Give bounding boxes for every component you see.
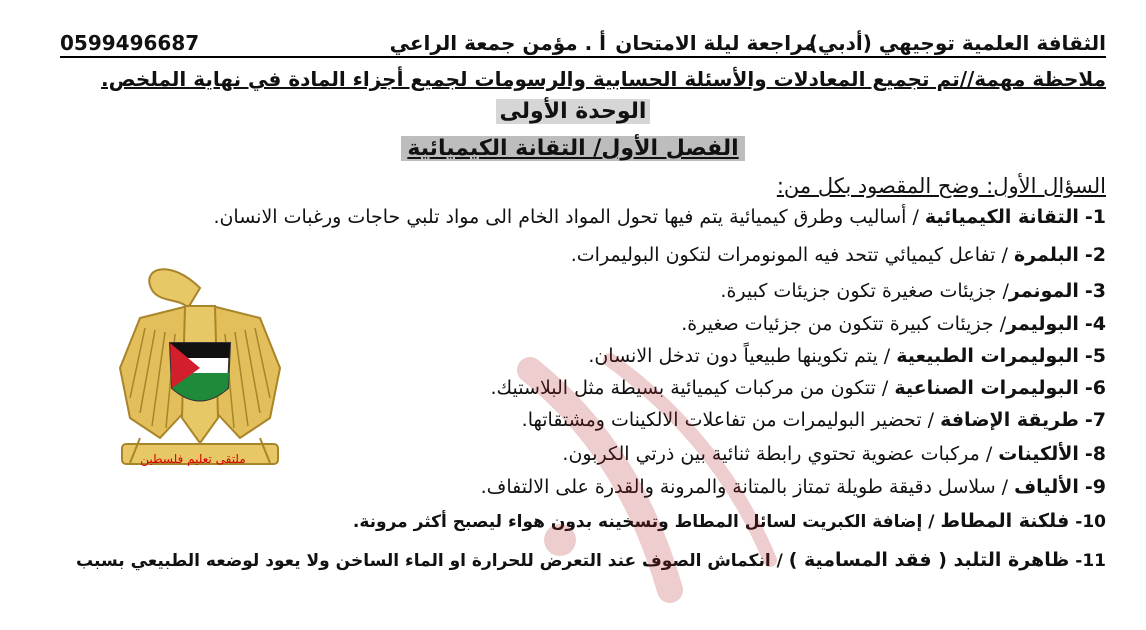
teacher-name: أ . مؤمن جمعة الراعي: [389, 31, 606, 55]
forum-label: ملتقى تعليم فلسطين: [140, 452, 246, 466]
list-item: 11-ظاهرة التلبد ( فقد المسامية ) / انكماش الصوف عند التعرض للحرارة او الماء الساخن ولا يعود لوضعه الطبيعي بسبب: [76, 549, 1106, 571]
subject-title: الثقافة العلمية توجيهي (أدبي): [808, 31, 1106, 55]
list-item: 3-المونمر/ جزيئات صغيرة تكون جزيئات كبيرة.: [720, 280, 1106, 302]
list-item: 2-البلمرة / تفاعل كيميائي تتحد فيه المونومرات لتكون البوليمرات.: [570, 244, 1106, 266]
list-item: 4-البوليمر/ جزيئات كبيرة تتكون من جزئيات صغيرة.: [681, 313, 1106, 335]
review-title: مراجعة ليلة الامتحان: [615, 31, 816, 55]
unit-title-text: الوحدة الأولى: [496, 99, 651, 124]
list-item: 8-الألكينات / مركبات عضوية تحتوي رابطة ثنائية بين ذرتي الكربون.: [562, 443, 1106, 465]
list-item: 7-طريقة الإضافة / تحضير البوليمرات من تفاعلات الالكينات ومشتقاتها.: [521, 409, 1106, 431]
list-item: 9-الألياف / سلاسل دقيقة طويلة تمتاز بالمتانة والمرونة والقدرة على الالتفاف.: [480, 476, 1106, 498]
teacher-phone: 0599496687: [60, 31, 200, 55]
chapter-title-text: الفصل الأول/ التقانة الكيميائية: [401, 136, 744, 161]
unit-title: [0, 97, 1146, 127]
list-item: 5-البوليمرات الطبيعية / يتم تكوينها طبيعياً دون تدخل الانسان.: [588, 345, 1106, 367]
list-item: 6-البوليمرات الصناعية / تتكون من مركبات كيميائية بسيطة مثل البلاستيك.: [490, 377, 1106, 399]
list-item: 10-فلكنة المطاط / إضافة الكبريت لسائل المطاط وتسخينه بدون هواء ليصبح أكثر مرونة.: [352, 510, 1106, 532]
important-note: ملاحظة مهمة//تم تجميع المعادلات والأسئلة الحسابية والرسومات لجميع أجزاء المادة في نهاية الملخص.: [101, 67, 1106, 91]
question-heading: السؤال الأول: وضح المقصود بكل من:: [776, 174, 1106, 198]
list-item: 1-التقانة الكيميائية / أساليب وطرق كيميائية يتم فيها تحول المواد الخام الى مواد تلبي حاجات ورغبات الانسان.: [213, 206, 1106, 228]
palestine-eagle-emblem-icon: [100, 248, 300, 478]
header-line: [60, 30, 1106, 58]
chapter-title: [0, 134, 1146, 164]
